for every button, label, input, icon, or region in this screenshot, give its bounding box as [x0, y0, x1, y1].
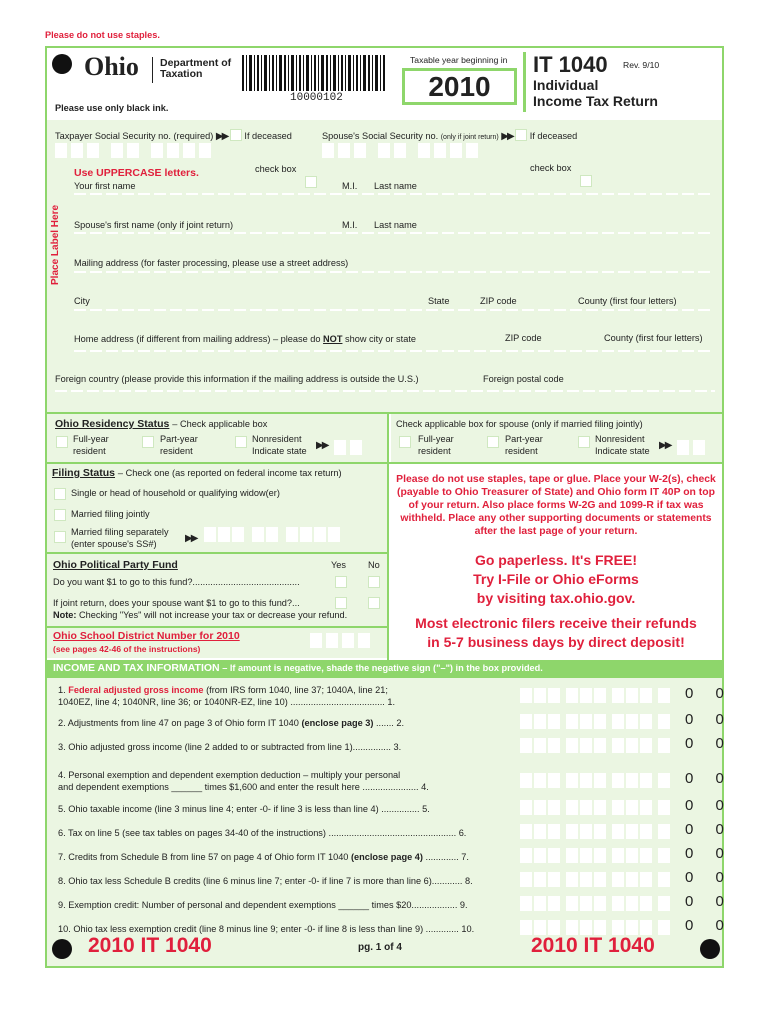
digit-cell[interactable] — [612, 714, 624, 729]
school-district-title: Ohio School District Number for 2010 — [53, 630, 240, 642]
cents-value: 0 0 — [685, 917, 733, 934]
mi-label-1: M.I. — [342, 181, 358, 191]
tax-year-box: 2010 — [402, 68, 517, 105]
income-line-4 — [58, 769, 518, 793]
digit-cell[interactable] — [640, 920, 652, 935]
footer-left-title: 2010 IT 1040 — [88, 934, 212, 957]
registration-dot — [52, 54, 72, 74]
digit-cell[interactable] — [580, 714, 592, 729]
cents-value: 0 0 — [685, 685, 733, 702]
arrow-icon: ▶▶ — [316, 440, 328, 451]
form-title-1: Individual — [533, 77, 599, 93]
home-address-pre: Home address (if different from mailing address) – please do — [74, 334, 324, 344]
fund-note — [53, 610, 347, 620]
cents-value: 0 0 — [685, 770, 733, 787]
digit-cell[interactable] — [534, 688, 546, 703]
line-text: 6. Tax on line 5 (see tax tables on pages 34-40 of the instructions) .................................................. 6. — [58, 828, 467, 838]
taxpayer-ssn-label: Taxpayer Social Security no. (required) — [55, 131, 214, 141]
digit-cell[interactable] — [520, 800, 532, 815]
digit-cell[interactable] — [520, 738, 532, 753]
check-box-label-2: check box — [530, 163, 572, 173]
single-label: Single or head of household or qualifying widow(er) — [71, 488, 280, 498]
form-id: IT 1040 — [533, 52, 608, 77]
nonresident-label — [252, 433, 307, 457]
digit-cell[interactable] — [640, 848, 652, 863]
indicate-state-text: Indicate state — [252, 446, 307, 456]
digit-cell[interactable] — [548, 896, 560, 911]
income-line-1 — [58, 684, 518, 708]
digit-cell[interactable] — [534, 824, 546, 839]
line-emphasis: (enclose page 4) — [350, 852, 423, 862]
digit-cell[interactable] — [612, 848, 624, 863]
line-text-2: and dependent exemptions ______ times $1,600 and enter the result here ...................... 4. — [58, 782, 429, 792]
spouse-full-year-checkbox[interactable] — [399, 436, 411, 448]
staples-notice: Please do not use staples, tape or glue. Place your W-2(s), check (payable to Ohio Treasurer of State) and Ohio form IT 40P on top of your return. Also place forms W-2G and 1099-R if tax was withheld. Place any other supporting documents or statements after the last page of your return. — [396, 474, 716, 537]
digit-cell[interactable] — [520, 872, 532, 887]
digit-cell[interactable] — [626, 738, 638, 753]
digit-cell[interactable] — [612, 896, 624, 911]
digit-cell[interactable] — [626, 920, 638, 935]
school-district-note: (see pages 42-46 of the instructions) — [53, 644, 201, 654]
amount-field-6[interactable] — [520, 824, 680, 842]
state-label: State — [428, 296, 450, 306]
digit-cell[interactable] — [534, 848, 546, 863]
yes-label: Yes — [331, 560, 346, 570]
line-text-cont: (from IRS form 1040, line 37; 1040A, line 21; — [203, 685, 388, 695]
logo-divider — [152, 57, 153, 83]
income-line-6 — [58, 827, 518, 839]
spouse-deceased-label: If deceased — [529, 131, 578, 141]
cents-value: 0 0 — [685, 735, 733, 752]
amount-field-7[interactable] — [520, 848, 680, 866]
first-name-field[interactable] — [74, 193, 714, 195]
line-text: 9. Exemption credit: Number of personal and dependent exemptions ______ times $20.................. 9. — [58, 900, 468, 910]
income-header — [53, 662, 543, 674]
digit-cell[interactable] — [658, 872, 670, 887]
page-number: pg. 1 of 4 — [358, 942, 402, 953]
digit-cell[interactable] — [548, 738, 560, 753]
home-address-field[interactable] — [74, 350, 714, 352]
zip-label-2: ZIP code — [505, 333, 542, 343]
foreign-country-field[interactable] — [55, 390, 715, 392]
place-label-here: Place Label Here — [50, 204, 61, 285]
digit-cell[interactable] — [566, 848, 578, 863]
digit-cell[interactable] — [580, 773, 592, 788]
cents-value: 0 0 — [685, 893, 733, 910]
spouse-part-year-label — [505, 433, 543, 457]
income-line-2 — [58, 717, 518, 729]
digit-cell[interactable] — [548, 800, 560, 815]
digit-cell[interactable] — [626, 824, 638, 839]
paperless-promo — [393, 551, 719, 652]
digit-cell[interactable] — [612, 688, 624, 703]
income-line-5 — [58, 803, 518, 815]
digit-cell[interactable] — [594, 714, 606, 729]
income-line-7 — [58, 851, 518, 863]
full-year-checkbox[interactable] — [56, 436, 68, 448]
no-label: No — [368, 560, 380, 570]
line-text-2: 1040EZ, line 4; 1040NR, line 36; or 1040NR-EZ, line 10) ..................................... 1. — [58, 697, 396, 707]
joint-checkbox[interactable] — [54, 509, 66, 521]
digit-cell[interactable] — [548, 920, 560, 935]
digit-cell[interactable] — [612, 773, 624, 788]
spouse-state-cell[interactable] — [693, 440, 705, 455]
fund-no-checkbox[interactable] — [368, 576, 380, 588]
ink-note: Please use only black ink. — [55, 103, 169, 113]
indicate-state-text: Indicate state — [595, 446, 650, 456]
home-address-post: show city or state — [342, 334, 416, 344]
county-label: County (first four letters) — [578, 296, 677, 306]
last-name-label-2: Last name — [374, 220, 417, 230]
paperless-line2: Try I-File or Ohio eForms — [473, 571, 639, 587]
name-check-box-2[interactable] — [580, 175, 592, 187]
cents-value: 0 0 — [685, 797, 733, 814]
digit-cell[interactable] — [566, 688, 578, 703]
resident-text: resident — [418, 446, 451, 456]
paperless-line1: Go paperless. It's FREE! — [474, 552, 638, 568]
state-cell[interactable] — [334, 440, 346, 455]
digit-cell[interactable] — [626, 872, 638, 887]
line-emphasis: Federal adjusted gross income — [68, 685, 204, 695]
part-year-text: Part-year — [160, 434, 198, 444]
digit-cell[interactable] — [658, 773, 670, 788]
foreign-postal-label: Foreign postal code — [483, 374, 564, 384]
first-name-label: Your first name — [74, 181, 136, 191]
line-text: 8. Ohio tax less Schedule B credits (line 6 minus line 7; enter -0- if line 7 is more than line 6)............ 8. — [58, 876, 473, 886]
amount-field-4[interactable] — [520, 773, 680, 791]
digit-cell[interactable] — [640, 773, 652, 788]
digit-cell[interactable] — [658, 800, 670, 815]
separate-label — [71, 526, 169, 550]
arrow-icon: ▶▶ — [501, 131, 513, 142]
taxpayer-ssn-field[interactable] — [55, 143, 325, 161]
digit-cell[interactable] — [534, 738, 546, 753]
spouse-nonresident-checkbox[interactable] — [578, 436, 590, 448]
paperless-line3: by visiting tax.ohio.gov. — [476, 590, 636, 606]
digit-cell[interactable] — [640, 688, 652, 703]
dept-line2: Taxation — [160, 68, 203, 80]
fund-yes-checkbox[interactable] — [335, 576, 347, 588]
amount-field-8[interactable] — [520, 872, 680, 890]
city-state-zip-field[interactable] — [74, 309, 714, 311]
digit-cell[interactable] — [640, 714, 652, 729]
cents-value: 0 0 — [685, 711, 733, 728]
resident-text: resident — [160, 446, 193, 456]
digit-cell[interactable] — [580, 896, 592, 911]
county-label-2: County (first four letters) — [604, 333, 703, 343]
nonresident-text: Nonresident — [595, 434, 645, 444]
revision: Rev. 9/10 — [623, 60, 660, 70]
spouse-ssn-text: Spouse's Social Security no. — [322, 131, 439, 141]
resident-text: resident — [73, 446, 106, 456]
part-year-text: Part-year — [505, 434, 543, 444]
digit-cell[interactable] — [566, 896, 578, 911]
digit-cell[interactable] — [594, 920, 606, 935]
digit-cell[interactable] — [580, 800, 592, 815]
line-text-cont: ....... 2. — [373, 718, 405, 728]
digit-cell[interactable] — [594, 738, 606, 753]
line-text: 7. Credits from Schedule B from line 57 on page 4 of Ohio form IT 1040 — [58, 852, 351, 862]
digit-cell[interactable] — [548, 848, 560, 863]
cents-value: 0 0 — [685, 869, 733, 886]
taxable-year-label: Taxable year beginning in — [410, 55, 508, 65]
spouse-ssn-note: (only if joint return) — [440, 134, 499, 141]
spouse-deceased-checkbox[interactable] — [515, 129, 527, 141]
form-title-2: Income Tax Return — [533, 93, 658, 109]
fund-question-1: Do you want $1 to go to this fund?.......................................... — [53, 577, 300, 587]
digit-cell[interactable] — [548, 714, 560, 729]
note-text: Checking "Yes" will not increase your tax or decrease your refund. — [76, 610, 348, 620]
digit-cell[interactable] — [658, 738, 670, 753]
part-year-checkbox[interactable] — [142, 436, 154, 448]
digit-cell[interactable] — [626, 848, 638, 863]
zip-label: ZIP code — [480, 296, 517, 306]
political-fund-title: Ohio Political Party Fund — [53, 559, 178, 571]
digit-cell[interactable] — [594, 872, 606, 887]
home-address-label — [74, 334, 416, 344]
spouse-ssn-field[interactable] — [322, 143, 592, 161]
mailing-address-field[interactable] — [74, 271, 714, 273]
digit-cell[interactable] — [640, 872, 652, 887]
form-title — [533, 77, 658, 109]
separate-checkbox[interactable] — [54, 531, 66, 543]
residency-title-note: – Check applicable box — [172, 419, 268, 429]
barcode-number: 10000102 — [290, 92, 343, 104]
digit-cell[interactable] — [594, 773, 606, 788]
digit-cell[interactable] — [520, 773, 532, 788]
filing-status-title — [52, 467, 342, 479]
spouse-ss-field[interactable] — [204, 527, 379, 545]
income-line-8 — [58, 875, 518, 887]
digit-cell[interactable] — [520, 824, 532, 839]
spouse-ssn-label — [322, 127, 577, 142]
digit-cell[interactable] — [580, 688, 592, 703]
amount-field-2[interactable] — [520, 714, 680, 732]
digit-cell[interactable] — [594, 688, 606, 703]
digit-cell[interactable] — [658, 896, 670, 911]
digit-cell[interactable] — [612, 824, 624, 839]
digit-cell[interactable] — [612, 738, 624, 753]
spouse-residency-title: Check applicable box for spouse (only if married filing jointly) — [396, 419, 643, 429]
note-label: Note: — [53, 610, 77, 620]
mailing-address-label: Mailing address (for faster processing, please use a street address) — [74, 258, 349, 268]
digit-cell[interactable] — [658, 824, 670, 839]
digit-cell[interactable] — [594, 848, 606, 863]
digit-cell[interactable] — [640, 896, 652, 911]
digit-cell[interactable] — [566, 824, 578, 839]
digit-cell[interactable] — [534, 920, 546, 935]
ssn-label — [55, 127, 292, 142]
deceased-label: If deceased — [244, 131, 292, 141]
digit-cell[interactable] — [520, 920, 532, 935]
line-text: 5. Ohio taxable income (line 3 minus line 4; enter -0- if line 3 is less than line 4) ............... 5. — [58, 804, 430, 814]
amount-field-3[interactable] — [520, 738, 680, 756]
line-text: 4. Personal exemption and dependent exemption deduction – multiply your personal — [58, 770, 401, 780]
department-name — [160, 58, 231, 80]
digit-cell[interactable] — [580, 824, 592, 839]
amount-field-9[interactable] — [520, 896, 680, 914]
barcode — [240, 55, 390, 91]
full-year-label — [73, 433, 109, 457]
spouse-full-year-label — [418, 433, 454, 457]
digit-cell[interactable] — [534, 714, 546, 729]
last-name-label-1: Last name — [374, 181, 417, 191]
digit-cell[interactable] — [548, 773, 560, 788]
digit-cell[interactable] — [580, 872, 592, 887]
resident-text: resident — [505, 446, 538, 456]
digit-cell[interactable] — [658, 688, 670, 703]
line-emphasis: (enclose page 3) — [301, 718, 374, 728]
uppercase-note: Use UPPERCASE letters. — [74, 167, 199, 179]
digit-cell[interactable] — [520, 896, 532, 911]
nonresident-text: Nonresident — [252, 434, 302, 444]
digit-cell[interactable] — [640, 824, 652, 839]
income-title: INCOME AND TAX INFORMATION — [53, 662, 220, 674]
digit-cell[interactable] — [534, 896, 546, 911]
digit-cell[interactable] — [580, 738, 592, 753]
home-address-not: NOT — [323, 334, 343, 344]
dept-line1: Department of — [160, 57, 232, 69]
digit-cell[interactable] — [626, 800, 638, 815]
spouse-ss-text: (enter spouse's SS#) — [71, 539, 157, 549]
cents-value: 0 0 — [685, 845, 733, 862]
spouse-nonresident-label — [595, 433, 650, 457]
digit-cell[interactable] — [534, 800, 546, 815]
digit-cell[interactable] — [520, 848, 532, 863]
digit-cell[interactable] — [548, 824, 560, 839]
spouse-name-field[interactable] — [74, 232, 714, 234]
line-text: 2. Adjustments from line 47 on page 3 of Ohio form IT 1040 — [58, 718, 302, 728]
paperless-line4: Most electronic filers receive their refunds — [415, 615, 697, 631]
nonresident-checkbox[interactable] — [235, 436, 247, 448]
footer-right-title: 2010 IT 1040 — [531, 934, 655, 957]
digit-cell[interactable] — [658, 920, 670, 935]
digit-cell[interactable] — [580, 848, 592, 863]
arrow-icon: ▶▶ — [185, 533, 197, 544]
paperless-line5: in 5-7 business days by direct deposit! — [427, 634, 685, 650]
check-box-label-1: check box — [255, 164, 297, 174]
income-line-9 — [58, 899, 518, 911]
amount-field-5[interactable] — [520, 800, 680, 818]
state-cell[interactable] — [350, 440, 362, 455]
digit-cell[interactable] — [612, 920, 624, 935]
full-year-text: Full-year — [418, 434, 454, 444]
foreign-country-label: Foreign country (please provide this information if the mailing address is outside the U.S.) — [55, 374, 419, 384]
taxpayer-deceased-checkbox[interactable] — [230, 129, 242, 141]
spouse-fund-yes-checkbox[interactable] — [335, 597, 347, 609]
digit-cell[interactable] — [612, 800, 624, 815]
digit-cell[interactable] — [612, 872, 624, 887]
digit-cell[interactable] — [566, 872, 578, 887]
digit-cell[interactable] — [626, 688, 638, 703]
column-divider — [387, 412, 389, 660]
single-checkbox[interactable] — [54, 488, 66, 500]
digit-cell[interactable] — [566, 738, 578, 753]
name-check-box-1[interactable] — [305, 176, 317, 188]
arrow-icon: ▶▶ — [215, 131, 228, 142]
digit-cell[interactable] — [594, 824, 606, 839]
line-text: 10. Ohio tax less exemption credit (line 8 minus line 9; enter -0- if line 8 is less than line 9) ............. 10. — [58, 924, 475, 934]
digit-cell[interactable] — [534, 872, 546, 887]
filing-status-title-text: Filing Status — [52, 467, 115, 479]
cents-value: 0 0 — [685, 821, 733, 838]
spouse-first-name-label: Spouse's first name (only if joint return) — [74, 220, 234, 230]
full-year-text: Full-year — [73, 434, 109, 444]
spouse-fund-no-checkbox[interactable] — [368, 597, 380, 609]
digit-cell[interactable] — [640, 800, 652, 815]
separate-text: Married filing separately — [71, 527, 169, 537]
digit-cell[interactable] — [566, 920, 578, 935]
digit-cell[interactable] — [640, 738, 652, 753]
line-text-cont: ............. 7. — [422, 852, 469, 862]
digit-cell[interactable] — [580, 920, 592, 935]
digit-cell[interactable] — [566, 714, 578, 729]
digit-cell[interactable] — [626, 896, 638, 911]
income-note: – If amount is negative, shade the negative sign ("–") in the box provided. — [219, 663, 543, 673]
registration-dot — [700, 939, 720, 959]
digit-cell[interactable] — [520, 714, 532, 729]
income-line-3 — [58, 741, 518, 753]
digit-cell[interactable] — [658, 714, 670, 729]
header-divider — [523, 52, 526, 112]
registration-dot — [52, 939, 72, 959]
digit-cell[interactable] — [534, 773, 546, 788]
digit-cell[interactable] — [594, 800, 606, 815]
residency-title-text: Ohio Residency Status — [55, 418, 170, 430]
amount-field-1[interactable] — [520, 688, 680, 706]
arrow-icon: ▶▶ — [659, 440, 671, 451]
part-year-label — [160, 433, 198, 457]
top-notice: Please do not use staples. — [45, 30, 160, 40]
digit-cell[interactable] — [566, 800, 578, 815]
filing-status-title-note: – Check one (as reported on federal income tax return) — [117, 468, 342, 478]
spouse-part-year-checkbox[interactable] — [487, 436, 499, 448]
digit-cell[interactable] — [520, 688, 532, 703]
residency-title — [55, 418, 267, 430]
digit-cell[interactable] — [548, 872, 560, 887]
digit-cell[interactable] — [626, 773, 638, 788]
joint-label: Married filing jointly — [71, 509, 150, 519]
digit-cell[interactable] — [548, 688, 560, 703]
school-district-field[interactable] — [310, 633, 380, 651]
fund-question-2: If joint return, does your spouse want $1 to go to this fund?... — [53, 598, 300, 608]
line-text: 3. Ohio adjusted gross income (line 2 added to or subtracted from line 1)............... 3. — [58, 742, 402, 752]
ohio-logo: Ohio — [84, 52, 139, 81]
digit-cell[interactable] — [626, 714, 638, 729]
line-text: 1. — [58, 685, 69, 695]
digit-cell[interactable] — [658, 848, 670, 863]
city-label: City — [74, 296, 90, 306]
mi-label-2: M.I. — [342, 220, 358, 230]
digit-cell[interactable] — [594, 896, 606, 911]
spouse-state-cell[interactable] — [677, 440, 689, 455]
digit-cell[interactable] — [566, 773, 578, 788]
